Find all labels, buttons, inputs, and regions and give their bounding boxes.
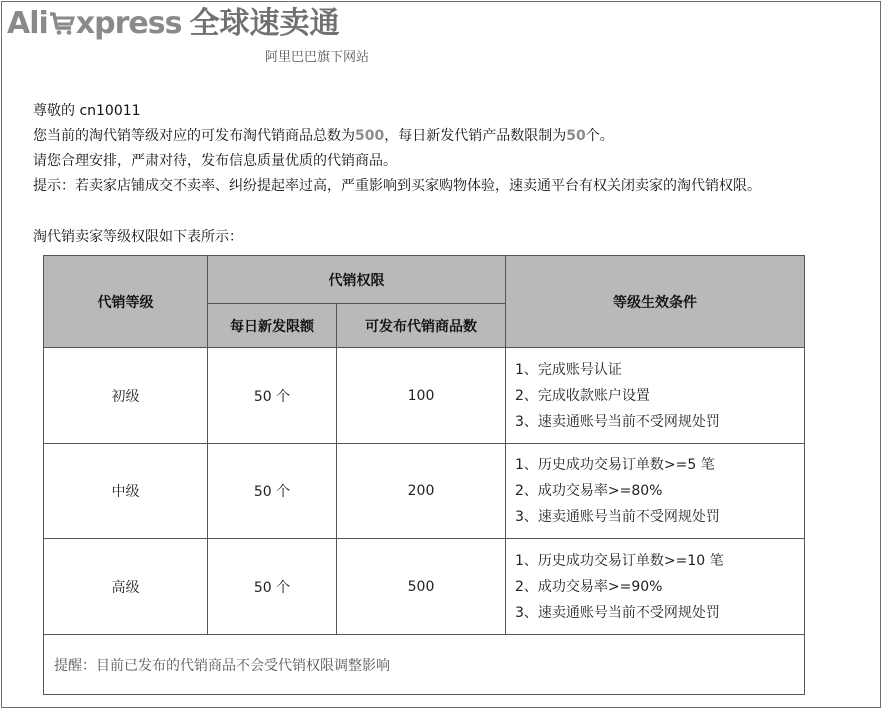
header-permission: 代销权限 xyxy=(208,256,506,304)
condition-item: 1、历史成功交易订单数>=5 笔 xyxy=(515,457,715,473)
seller-level-table xyxy=(43,255,805,695)
warning-line: 提示：若卖家店铺成交不卖率、纠纷提起率过高，严重影响到买家购物体验，速卖通平台有权关闭卖家的淘代销权限。 xyxy=(33,178,761,194)
table-row xyxy=(44,348,805,444)
header-daily-limit: 每日新发限额 xyxy=(208,304,337,348)
level-cell: 中级 xyxy=(44,444,208,539)
total-limit-cell: 100 xyxy=(337,348,506,444)
shopping-cart-icon xyxy=(49,8,75,36)
condition-item: 3、速卖通账号当前不受网规处罚 xyxy=(515,413,720,430)
condition-item: 1、历史成功交易订单数>=10 笔 xyxy=(515,552,724,569)
logo-wordmark xyxy=(7,6,339,42)
logo-express-text: xpress xyxy=(75,6,182,41)
total-quota-number: 500 xyxy=(355,128,385,144)
level-cell: 高级 xyxy=(44,539,208,635)
condition-item: 2、完成收款账户设置 xyxy=(515,387,650,404)
header-conditions: 等级生效条件 xyxy=(506,256,805,348)
daily-limit-cell: 50 个 xyxy=(208,348,337,444)
greeting: 尊敬的 cn10011 xyxy=(33,103,141,119)
logo-subtitle: 阿里巴巴旗下网站 xyxy=(265,50,370,65)
header-level: 代销等级 xyxy=(44,256,208,348)
logo-chinese-text: 全球速卖通 xyxy=(189,6,340,41)
advice-line: 请您合理安排，严肃对待，发布信息质量优质的代销商品。 xyxy=(33,153,397,169)
conditions-cell xyxy=(506,539,805,635)
conditions-cell xyxy=(506,444,805,539)
quota-prefix: 您当前的淘代销等级对应的可发布淘代销商品总数为 xyxy=(33,128,355,144)
table-intro: 淘代销卖家等级权限如下表所示： xyxy=(33,229,243,245)
condition-item: 2、成功交易率>=90% xyxy=(515,578,663,595)
conditions-cell xyxy=(506,348,805,444)
logo-ali-text: Ali xyxy=(7,6,48,41)
condition-item: 1、完成账号认证 xyxy=(515,361,622,378)
total-limit-cell: 200 xyxy=(337,444,506,539)
quota-middle: ，每日新发代销产品数限制为 xyxy=(384,128,567,144)
aliexpress-logo xyxy=(7,6,407,66)
daily-quota-number: 50 xyxy=(566,128,586,144)
quota-suffix: 个。 xyxy=(585,128,614,144)
table-note-row xyxy=(44,635,805,695)
header-total-limit: 可发布代销商品数 xyxy=(337,304,506,348)
table-note: 提醒：目前已发布的代销商品不会受代销权限调整影响 xyxy=(44,635,805,695)
condition-item: 3、速卖通账号当前不受网规处罚 xyxy=(515,604,720,621)
table-header-row xyxy=(44,256,805,304)
daily-limit-cell: 50 个 xyxy=(208,539,337,635)
quota-line xyxy=(33,126,614,146)
table-row xyxy=(44,444,805,539)
daily-limit-cell: 50 个 xyxy=(208,444,337,539)
level-cell: 初级 xyxy=(44,348,208,444)
condition-item: 2、成功交易率>=80% xyxy=(515,483,663,499)
email-frame xyxy=(1,1,881,708)
condition-item: 3、速卖通账号当前不受网规处罚 xyxy=(515,509,720,525)
total-limit-cell: 500 xyxy=(337,539,506,635)
table-row xyxy=(44,539,805,635)
